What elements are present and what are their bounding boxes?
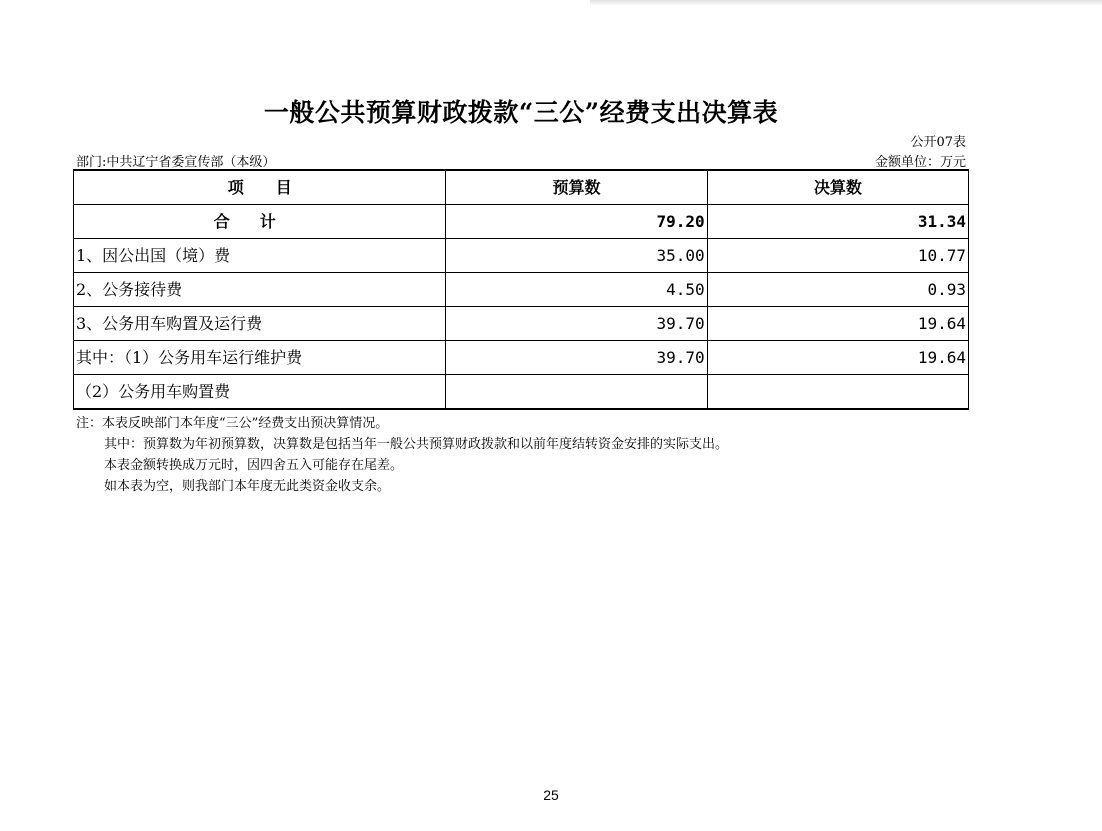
note-line: 其中：预算数为年初预算数，决算数是包括当年一般公共预算财政拨款和以前年度结转资金安排的实际支出。 xyxy=(104,437,729,452)
row-budget: 39.70 xyxy=(446,341,707,375)
table-row xyxy=(74,375,969,410)
total-budget: 79.20 xyxy=(446,205,707,239)
three-public-expenses-table xyxy=(73,169,969,410)
header-budget: 预算数 xyxy=(446,170,707,205)
row-final: 10.77 xyxy=(707,239,968,273)
table-row xyxy=(74,273,969,307)
row-final xyxy=(707,375,968,410)
table-total-row xyxy=(74,205,969,239)
table-row xyxy=(74,307,969,341)
row-item: 3、公务用车购置及运行费 xyxy=(74,307,446,341)
viewer-page-shadow xyxy=(590,0,1102,6)
total-final: 31.34 xyxy=(707,205,968,239)
row-budget: 4.50 xyxy=(446,273,707,307)
row-item: 2、公务接待费 xyxy=(74,273,446,307)
header-item: 项 目 xyxy=(74,170,446,205)
row-item: 其中：（1）公务用车运行维护费 xyxy=(74,341,446,375)
form-code: 公开07表 xyxy=(910,135,966,150)
page-number: 25 xyxy=(543,787,559,803)
table-header-row xyxy=(74,170,969,205)
row-item: 1、因公出国（境）费 xyxy=(74,239,446,273)
row-budget: 35.00 xyxy=(446,239,707,273)
row-budget xyxy=(446,375,707,410)
document-title: 一般公共预算财政拨款“三公”经费支出决算表 xyxy=(263,98,779,127)
table-notes xyxy=(76,413,728,497)
row-final: 19.64 xyxy=(707,341,968,375)
department-label: 部门:中共辽宁省委宣传部（本级） xyxy=(76,155,276,170)
row-item: （2）公务用车购置费 xyxy=(74,375,446,410)
note-line: 注：本表反映部门本年度“三公”经费支出预决算情况。 xyxy=(76,416,389,431)
row-final: 19.64 xyxy=(707,307,968,341)
row-budget: 39.70 xyxy=(446,307,707,341)
table-row xyxy=(74,239,969,273)
amount-unit-label: 金额单位：万元 xyxy=(874,155,966,170)
row-final: 0.93 xyxy=(707,273,968,307)
header-final: 决算数 xyxy=(707,170,968,205)
table-row xyxy=(74,341,969,375)
note-line: 本表金额转换成万元时，因四舍五入可能存在尾差。 xyxy=(104,458,404,473)
note-line: 如本表为空，则我部门本年度无此类资金收支余。 xyxy=(104,479,391,494)
total-label: 合计 xyxy=(74,205,446,239)
